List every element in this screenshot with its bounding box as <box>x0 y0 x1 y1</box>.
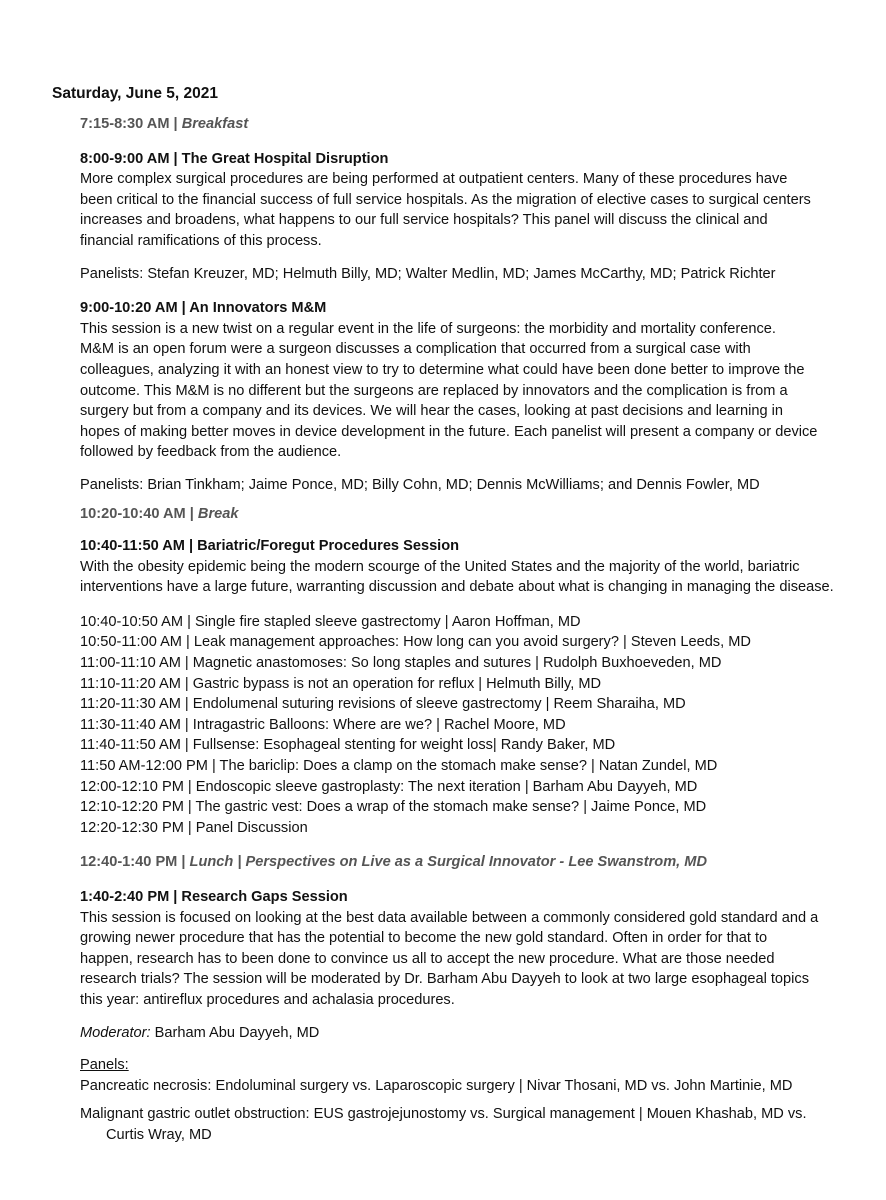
talk-item: 12:10-12:20 PM | The gastric vest: Does a wrap of the stomach make sense? | Jaime Ponce, MD <box>80 799 707 816</box>
talk-item: 11:50 AM-12:00 PM | The bariclip: Does a clamp on the stomach make sense? | Natan Zundel, MD <box>80 758 718 775</box>
talk-item: 11:40-11:50 AM | Fullsense: Esophageal stenting for weight loss| Randy Baker, MD <box>80 737 616 754</box>
session-panelists: Panelists: Stefan Kreuzer, MD; Helmuth Billy, MD; Walter Medlin, MD; James McCarthy, MD; Patrick Richter <box>80 265 776 282</box>
session-desc-line: followed by feedback from the audience. <box>80 444 342 461</box>
talk-item: 12:00-12:10 PM | Endoscopic sleeve gastroplasty: The next iteration | Barham Abu Dayyeh, MD <box>80 778 698 795</box>
session-desc-line: happen, research has to been done to convince us all to accept the new procedure. What are those needed <box>80 950 775 967</box>
talk-item: 11:10-11:20 AM | Gastric bypass is not an operation for reflux | Helmuth Billy, MD <box>80 675 602 692</box>
session-desc-line: More complex surgical procedures are being performed at outpatient centers. Many of these procedures have <box>80 171 788 188</box>
schedule-content <box>80 114 880 1146</box>
session-desc-line: research trials? The session will be moderated by Dr. Barham Abu Dayyeh to look at two large esophageal topics <box>80 971 809 988</box>
session-desc-line: surgery but from a company and its devices. We will hear the cases, looking at past decisions and learning in <box>80 403 784 420</box>
session-desc-line: outcome. This M&M is no different but the surgeons are replaced by innovators and the complication is from a <box>80 382 788 399</box>
session-title: 9:00-10:20 AM | An Innovators M&M <box>80 300 327 317</box>
session-desc-line: M&M is an open forum were a surgeon discusses a complication that occurred from a surgical case with <box>80 341 751 358</box>
talk-item: 11:00-11:10 AM | Magnetic anastomoses: So long staples and sutures | Rudolph Buxhoeveden, MD <box>80 655 722 672</box>
session-desc-line: this year: antireflux procedures and achalasia procedures. <box>80 991 455 1008</box>
breakfast-slot <box>80 114 880 135</box>
session-panelists: Panelists: Brian Tinkham; Jaime Ponce, MD; Billy Cohn, MD; Dennis McWilliams; and Dennis Fowler, MD <box>80 476 760 493</box>
session-innovators-mm <box>80 298 880 495</box>
breakfast-label: Breakfast <box>181 116 249 132</box>
break-label: Break <box>197 505 239 522</box>
moderator-name: Barham Abu Dayyeh, MD <box>150 1024 320 1041</box>
session-desc-line: financial ramifications of this process. <box>80 232 322 249</box>
session-moderator <box>80 1023 880 1044</box>
panel-item: Malignant gastric outlet obstruction: EUS gastrojejunostomy vs. Surgical management | Mouen Khashab, MD vs. <box>80 1106 807 1123</box>
break-slot <box>80 504 880 525</box>
schedule-date: Saturday, June 5, 2021 <box>52 85 218 102</box>
break-time: 10:20-10:40 AM | <box>80 505 198 522</box>
panel-item: Pancreatic necrosis: Endoluminal surgery vs. Laparoscopic surgery | Nivar Thosani, MD vs. John Martinie, MD <box>80 1077 793 1094</box>
session-desc-line: growing newer procedure that has the potential to become the new gold standard. Often in order for that to <box>80 930 768 947</box>
talk-list <box>80 612 880 839</box>
session-desc-line: colleagues, analyzing it with an honest view to try to determine what could have been done better to improve the <box>80 361 805 378</box>
session-desc-line: increases and broadens, what happens to our full service hospitals? This panel will discuss the clinical and <box>80 212 768 229</box>
session-desc-line: This session is a new twist on a regular event in the life of surgeons: the morbidity and mortality conference. <box>80 320 776 337</box>
lunch-time: 12:40-1:40 PM | <box>80 854 190 871</box>
session-desc-line: hopes of making better moves in device development in the future. Each panelist will present a company or device <box>80 423 818 440</box>
session-desc-line: With the obesity epidemic being the modern scourge of the United States and the majority of the world, bariatric <box>80 558 800 575</box>
talk-item: 11:30-11:40 AM | Intragastric Balloons: Where are we? | Rachel Moore, MD <box>80 716 566 733</box>
session-research-gaps <box>80 887 880 1146</box>
talk-item: 10:40-10:50 AM | Single fire stapled sleeve gastrectomy | Aaron Hoffman, MD <box>80 613 581 630</box>
session-desc-line: interventions have a large future, warranting discussion and debate about what is changing in managing the disease. <box>80 579 834 596</box>
lunch-label: Lunch | Perspectives on Live as a Surgical Innovator - Lee Swanstrom, MD <box>189 854 707 871</box>
panel-item-continued: Curtis Wray, MD <box>106 1126 212 1143</box>
session-title: 1:40-2:40 PM | Research Gaps Session <box>80 889 348 905</box>
session-title: 8:00-9:00 AM | The Great Hospital Disruption <box>80 150 389 167</box>
moderator-label: Moderator: <box>80 1024 151 1041</box>
session-title: 10:40-11:50 AM | Bariatric/Foregut Procedures Session <box>80 538 460 555</box>
talk-item: 11:20-11:30 AM | Endolumenal suturing revisions of sleeve gastrectomy | Reem Sharaiha, MD <box>80 696 686 713</box>
breakfast-time: 7:15-8:30 AM | <box>80 116 182 132</box>
lunch-slot <box>80 852 880 873</box>
session-desc-line: This session is focused on looking at the best data available between a commonly considered gold standard and a <box>80 909 819 926</box>
session-bariatric-foregut <box>80 536 880 838</box>
session-hospital-disruption <box>80 149 880 285</box>
talk-item: 12:20-12:30 PM | Panel Discussion <box>80 819 308 836</box>
panels-heading: Panels: <box>80 1057 129 1074</box>
session-desc-line: been critical to the financial success of full service hospitals. As the migration of elective cases to surgical centers <box>80 191 811 208</box>
talk-item: 10:50-11:00 AM | Leak management approaches: How long can you avoid surgery? | Steven Leeds, MD <box>80 634 751 651</box>
